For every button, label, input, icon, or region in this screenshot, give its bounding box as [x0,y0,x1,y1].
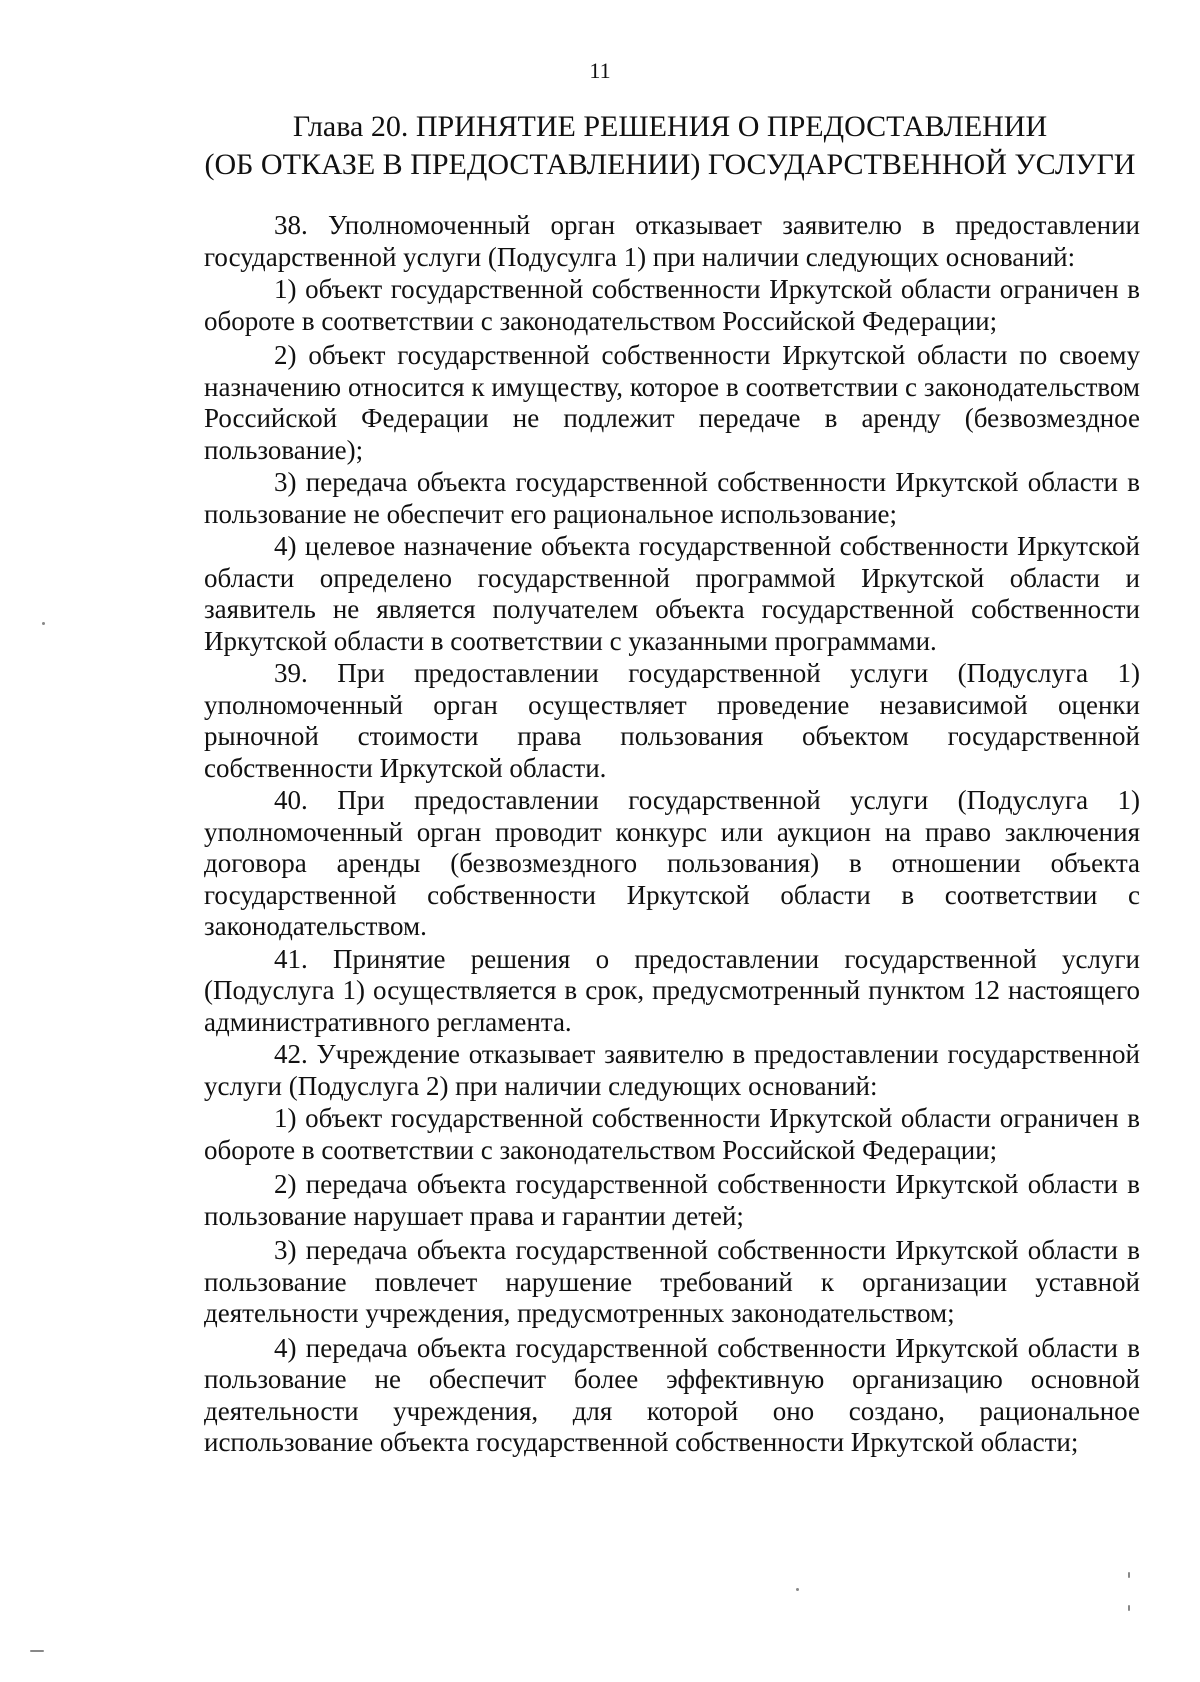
scan-speck [796,1588,799,1591]
page-number: 11 [589,58,611,83]
paragraph-38-item-3: 3) передача объекта государственной собственности Иркутской области в пользование не обеспечит его рациональное использование; [204,467,1140,529]
paragraph-42-item-1: 1) объект государственной собственности Иркутской области ограничен в обороте в соответствии с законодательством Российской Федерации; [204,1103,1140,1165]
paragraph-42: 42. Учреждение отказывает заявителю в предоставлении государственной услуги (Подуслуга 2) при наличии следующих оснований: [204,1039,1140,1101]
scan-speck [1128,1605,1130,1611]
chapter-title-line-2: (ОБ ОТКАЗЕ В ПРЕДОСТАВЛЕНИИ) ГОСУДАРСТВЕННОЙ УСЛУГИ [204,148,1136,181]
chapter-title [200,108,1140,184]
paragraph-38-item-1: 1) объект государственной собственности Иркутской области ограничен в обороте в соответствии с законодательством Российской Федерации; [204,274,1140,336]
scan-speck [42,622,45,625]
paragraph-38: 38. Уполномоченный орган отказывает заявителю в предоставлении государственной услуги (Подусулга 1) при наличии следующих оснований: [204,210,1140,272]
document-body [204,210,1140,1459]
paragraph-38-item-2: 2) объект государственной собственности Иркутской области по своему назначению относится к имуществу, которое в соответствии с законодательством Российской Федерации не подлежит передаче в аренду (безвозмездное пользование); [204,340,1140,465]
paragraph-39: 39. При предоставлении государственной услуги (Подуслуга 1) уполномоченный орган осуществляет проведение независимой оценки рыночной стоимости права пользования объектом государственной собственности Иркутской области. [204,658,1140,783]
paragraph-41: 41. Принятие решения о предоставлении государственной услуги (Подуслуга 1) осуществляется в срок, предусмотренный пунктом 12 настоящего административного регламента. [204,943,1140,1037]
paragraph-40: 40. При предоставлении государственной услуги (Подуслуга 1) уполномоченный орган проводит конкурс или аукцион на право заключения договора аренды (безвозмездного пользования) в отношении объекта государственной собственности Иркутской области в соответствии с законодательством. [204,785,1140,941]
paragraph-42-item-3: 3) передача объекта государственной собственности Иркутской области в пользование повлечет нарушение требований к организации уставной деятельности учреждения, предусмотренных законодательством; [204,1235,1140,1328]
chapter-title-line-1: Глава 20. ПРИНЯТИЕ РЕШЕНИЯ О ПРЕДОСТАВЛЕНИИ [292,110,1048,143]
paragraph-42-item-2: 2) передача объекта государственной собственности Иркутской области в пользование нарушает права и гарантии детей; [204,1169,1140,1231]
scan-speck [1128,1572,1130,1578]
scan-speck [30,1650,44,1652]
paragraph-38-item-4: 4) целевое назначение объекта государственной собственности Иркутской области определено государственной программой Иркутской области и заявитель не является получателем объекта государственной собственности Иркутской области в соответствии с указанными программами. [204,531,1140,656]
paragraph-42-item-4: 4) передача объекта государственной собственности Иркутской области в пользование не обеспечит более эффективную организацию основной деятельности учреждения, для которой оно создано, рациональное использование объекта государственной собственности Иркутской области; [204,1332,1140,1457]
